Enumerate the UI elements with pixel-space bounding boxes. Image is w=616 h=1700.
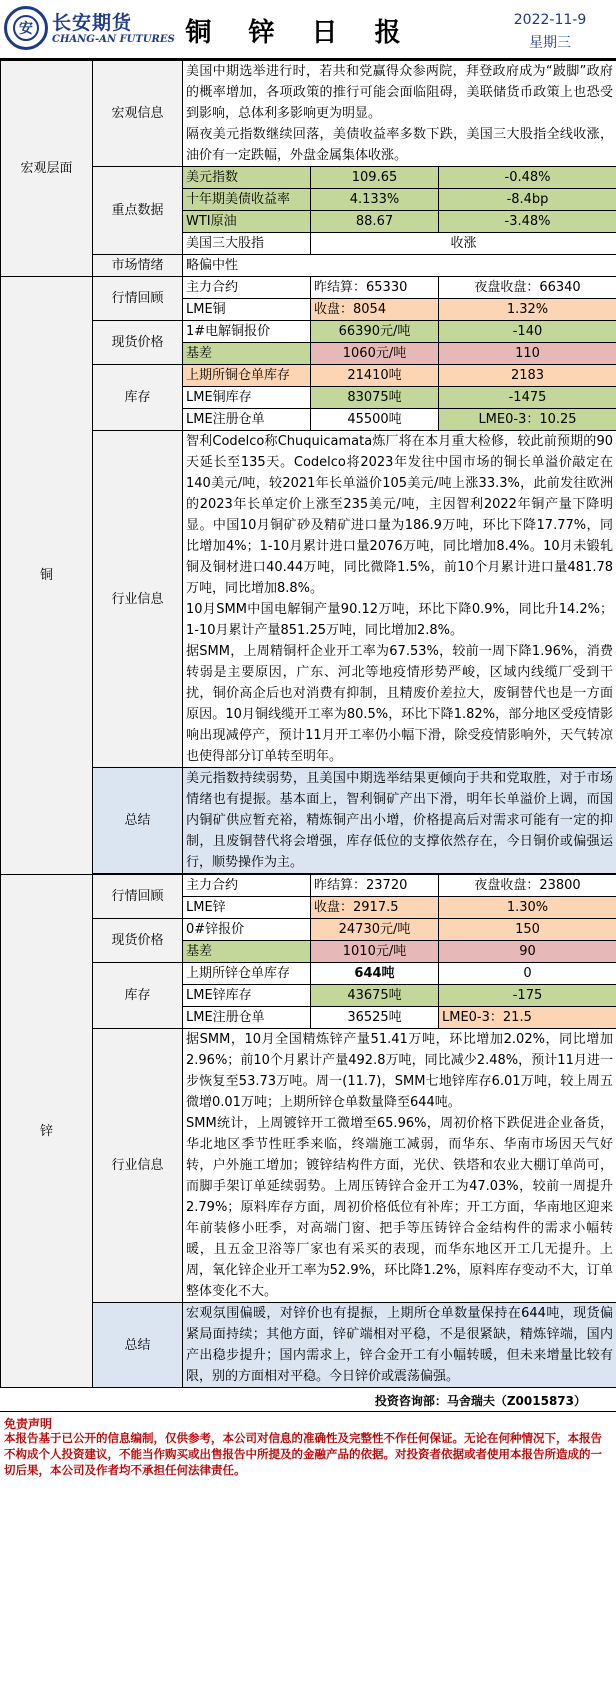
macro-sentiment-label: 市场情绪 bbox=[93, 255, 183, 277]
copper-night-close: 夜盘收盘：66340 bbox=[439, 277, 616, 299]
section-copper: 铜 bbox=[1, 277, 93, 875]
zinc-basis-name: 基差 bbox=[183, 941, 311, 963]
zinc-lme-stock-value: 43675吨 bbox=[311, 985, 439, 1007]
zinc-spot-label: 现货价格 bbox=[93, 919, 183, 963]
zinc-industry-paragraph: 据SMM，10月全国精炼锌产量51.41万吨，环比增加2.02%，同比增加2.96%；前10个月累计产量492.8万吨，同比减少2.48%，预计11月进一步恢复至53.73万吨。周一(11.7)，SMM七地锌库存6.01万吨，较上周五微增0.01万吨；上期所锌仓单数量降至644吨。 bbox=[186, 1032, 613, 1110]
key-data-name: 美元指数 bbox=[183, 167, 311, 189]
zinc-lme-spread: LME0-3：21.5 bbox=[439, 1007, 616, 1029]
disclaimer-title: 免责声明 bbox=[4, 1417, 53, 1431]
copper-lme-stock-value: 83075吨 bbox=[311, 387, 439, 409]
zinc-shfe-stock-value: 644吨 bbox=[311, 963, 439, 985]
key-data-change: -8.4bp bbox=[439, 189, 616, 211]
copper-summary-label: 总结 bbox=[93, 768, 183, 874]
copper-industry-label: 行业信息 bbox=[93, 431, 183, 768]
zinc-shfe-stock-change: 0 bbox=[439, 963, 616, 985]
copper-spot-change: -140 bbox=[439, 321, 616, 343]
zinc-prev-settle: 昨结算：23720 bbox=[311, 875, 439, 897]
copper-shfe-stock-value: 21410吨 bbox=[311, 365, 439, 387]
copper-lme-reg-value: 45500吨 bbox=[311, 409, 439, 431]
company-logo bbox=[4, 6, 48, 50]
key-data-name: 十年期美债收益率 bbox=[183, 189, 311, 211]
section-macro: 宏观层面 bbox=[1, 61, 93, 277]
zinc-lme-stock-change: -175 bbox=[439, 985, 616, 1007]
macro-sentiment-value: 略偏中性 bbox=[183, 255, 616, 277]
copper-spot-label: 现货价格 bbox=[93, 321, 183, 365]
section-zinc: 锌 bbox=[1, 875, 93, 1388]
copper-stock-label: 库存 bbox=[93, 365, 183, 431]
zinc-main-contract: 主力合约 bbox=[183, 875, 311, 897]
copper-shfe-stock-change: 2183 bbox=[439, 365, 616, 387]
zinc-lme-change: 1.30% bbox=[439, 897, 616, 919]
key-data-change: -0.48% bbox=[439, 167, 616, 189]
copper-industry-paragraph: 智利Codelco称Chuquicamata炼厂将在本月重大检修，较此前预期的90天延长至135天。Codelco将2023年发往中国市场的铜长单溢价敲定在140美元/吨，较2021年长单溢价105美元/吨上涨33.3%，此前发往欧洲的2023年长单定价上涨至235美元/吨，主因智利2022年铜产量下降明显。中国10月铜矿砂及精矿进口量为186.9万吨，环比下降17.77%，同比增加4%；1-10月累计进口量2076万吨，同比增加8.4%。10月未锻轧铜及铜材进口40.44万吨，同比微降1.5%，前10个月累计进口量481.78万吨，同比增加8.8%。 bbox=[186, 434, 613, 596]
copper-lme-reg-name: LME注册仓单 bbox=[183, 409, 311, 431]
copper-lme-spread: LME0-3：10.25 bbox=[439, 409, 616, 431]
copper-basis-name: 基差 bbox=[183, 343, 311, 365]
zinc-basis-change: 90 bbox=[439, 941, 616, 963]
copper-shfe-stock-name: 上期所铜仓单库存 bbox=[183, 365, 311, 387]
zinc-summary-label: 总结 bbox=[93, 1303, 183, 1388]
zinc-industry-paragraph: SMM统计，上周镀锌开工微增至65.96%，周初价格下跌促进企业备货，华北地区季节性旺季来临，终端施工减弱，而华东、华南市场因天气好转，户外施工增加；镀锌结构件方面，光伏、铁塔和农业大棚订单尚可，而脚手架订单延续弱势。上周压铸锌合金开工为47.03%，较前一周提升2.79%；原料库存方面，周初价格低位有补库；开工方面，华南地区迎来年前装修小旺季，对高端门窗、把手等压铸锌合金结构件的需求小幅转暖，且五金卫浴等厂家也有采买的表现，而华东地区开工几无提升。上周，氧化锌企业开工率为52.9%，环比降1.2%，原料库存变动不大，订单整体变化不大。 bbox=[186, 1116, 613, 1299]
copper-industry-text bbox=[183, 431, 616, 768]
macro-info-paragraph: 隔夜美元指数继续回落，美债收益率多数下跌，美国三大股指全线收涨，油价有一定跌幅，外盘金属集体收涨。 bbox=[186, 127, 613, 163]
zinc-basis-value: 1010元/吨 bbox=[311, 941, 439, 963]
copper-lme-stock-name: LME铜库存 bbox=[183, 387, 311, 409]
analyst-credit: 投资咨询部：马舍瑞夫（Z0015873） bbox=[0, 1390, 616, 1412]
copper-industry-paragraph: 据SMM，上周精铜杆企业开工率为67.53%，较前一周下降1.96%，消费转弱是主要原因，广东、河北等地疫情形势严峻，区域内线缆厂受到干扰，铜价高企后也对消费有抑制，且精废价差拉大，废铜替代也是一方面原因。10月铜线缆开工率为80.5%，环比下降1.82%，部分地区受疫情影响出现减停产，预计11月开工率仍小幅下滑，除受疫情影响外，天气转凉也使得部分订单转至明年。 bbox=[186, 644, 613, 764]
copper-lme-change: 1.32% bbox=[439, 299, 616, 321]
key-data-value: 109.65 bbox=[311, 167, 439, 189]
copper-spot-price: 66390元/吨 bbox=[311, 321, 439, 343]
zinc-quote-label: 行情回顾 bbox=[93, 875, 183, 919]
zinc-summary-text: 宏观氛围偏暖，对锌价也有提振，上期所仓单数量保持在644吨，现货偏紧局面持续；其他方面，锌矿端相对平稳，不是很紧缺，精炼锌端，国内产出稳步提升；国内需求上，锌合金开工有小幅转暖，但未来增量比较有限，别的方面相对平稳。今日锌价或震荡偏强。 bbox=[183, 1303, 616, 1388]
zinc-night-close: 夜盘收盘：23800 bbox=[439, 875, 616, 897]
zinc-spot-price: 24730元/吨 bbox=[311, 919, 439, 941]
key-data-change: -3.48% bbox=[439, 211, 616, 233]
zinc-spot-name: 0#锌报价 bbox=[183, 919, 311, 941]
logo-company-name: 长安期货 bbox=[52, 12, 133, 34]
copper-basis-value: 1060元/吨 bbox=[311, 343, 439, 365]
zinc-industry-label: 行业信息 bbox=[93, 1029, 183, 1303]
key-data-name: WTI原油 bbox=[183, 211, 311, 233]
copper-main-contract: 主力合约 bbox=[183, 277, 311, 299]
copper-spot-name: 1#电解铜报价 bbox=[183, 321, 311, 343]
macro-info-paragraph: 美国中期选举进行时，若共和党赢得众参两院，拜登政府成为“跛脚”政府的概率增加，各项政策的推行可能会面临阻碍，美联储货币政策上也恐受到影响，总体利多影响更为明显。 bbox=[186, 64, 613, 121]
macro-info-label: 宏观信息 bbox=[93, 61, 183, 167]
report-table bbox=[0, 60, 616, 1388]
copper-summary-text: 美元指数持续弱势，且美国中期选举结果更倾向于共和党取胜，对于市场情绪也有提振。基本面上，智利铜矿产出下滑，明年长单溢价上调，而国内铜矿供应暂充裕，精炼铜产出小增，价格提高后对需求可能有一定的抑制，且废铜替代将会增强，库存低位的支撑依然存在，今日铜价或偏强运行，顺势操作为主。 bbox=[183, 768, 616, 874]
key-data-value: 4.133% bbox=[311, 189, 439, 211]
copper-lme-close: 收盘：8054 bbox=[311, 299, 439, 321]
report-date: 2022-11-9 bbox=[513, 12, 587, 28]
key-data-value: 88.67 bbox=[311, 211, 439, 233]
zinc-lme-reg-value: 36525吨 bbox=[311, 1007, 439, 1029]
copper-basis-change: 110 bbox=[439, 343, 616, 365]
zinc-lme-name: LME锌 bbox=[183, 897, 311, 919]
zinc-industry-text bbox=[183, 1029, 616, 1303]
copper-quote-label: 行情回顾 bbox=[93, 277, 183, 321]
report-header bbox=[0, 0, 616, 60]
zinc-lme-reg-name: LME注册仓单 bbox=[183, 1007, 311, 1029]
zinc-stock-label: 库存 bbox=[93, 963, 183, 1029]
logo-mark-icon: 安 bbox=[13, 15, 39, 41]
zinc-spot-change: 150 bbox=[439, 919, 616, 941]
key-data-value: 收涨 bbox=[311, 233, 616, 255]
zinc-lme-close: 收盘：2917.5 bbox=[311, 897, 439, 919]
logo-company-name-en: CHANG-AN FUTURES bbox=[52, 34, 175, 45]
copper-lme-stock-change: -1475 bbox=[439, 387, 616, 409]
macro-info-text bbox=[183, 61, 616, 167]
zinc-lme-stock-name: LME锌库存 bbox=[183, 985, 311, 1007]
copper-prev-settle: 昨结算：65330 bbox=[311, 277, 439, 299]
report-weekday: 星期三 bbox=[529, 35, 571, 51]
zinc-shfe-stock-name: 上期所锌仓单库存 bbox=[183, 963, 311, 985]
copper-lme-name: LME铜 bbox=[183, 299, 311, 321]
disclaimer-text: 本报告基于已公开的信息编制，仅供参考，本公司对信息的准确性及完整性不作任何保证。无论在何种情况下，本报告不构成个人投资建议，不能当作购买或出售报告中所提及的金融产品的依据。对投资者依据或者使用本报告所造成的一切后果，本公司及作者均不承担任何法律责任。 bbox=[4, 1431, 602, 1477]
report-title: 铜 锌 日 报 bbox=[185, 18, 415, 48]
copper-industry-paragraph: 10月SMM中国电解铜产量90.12万吨，环比下降0.9%，同比升14.2%；1-10月累计产量851.25万吨，同比增加2.8%。 bbox=[186, 602, 613, 638]
key-data-name: 美国三大股指 bbox=[183, 233, 311, 255]
macro-key-data-label: 重点数据 bbox=[93, 167, 183, 255]
